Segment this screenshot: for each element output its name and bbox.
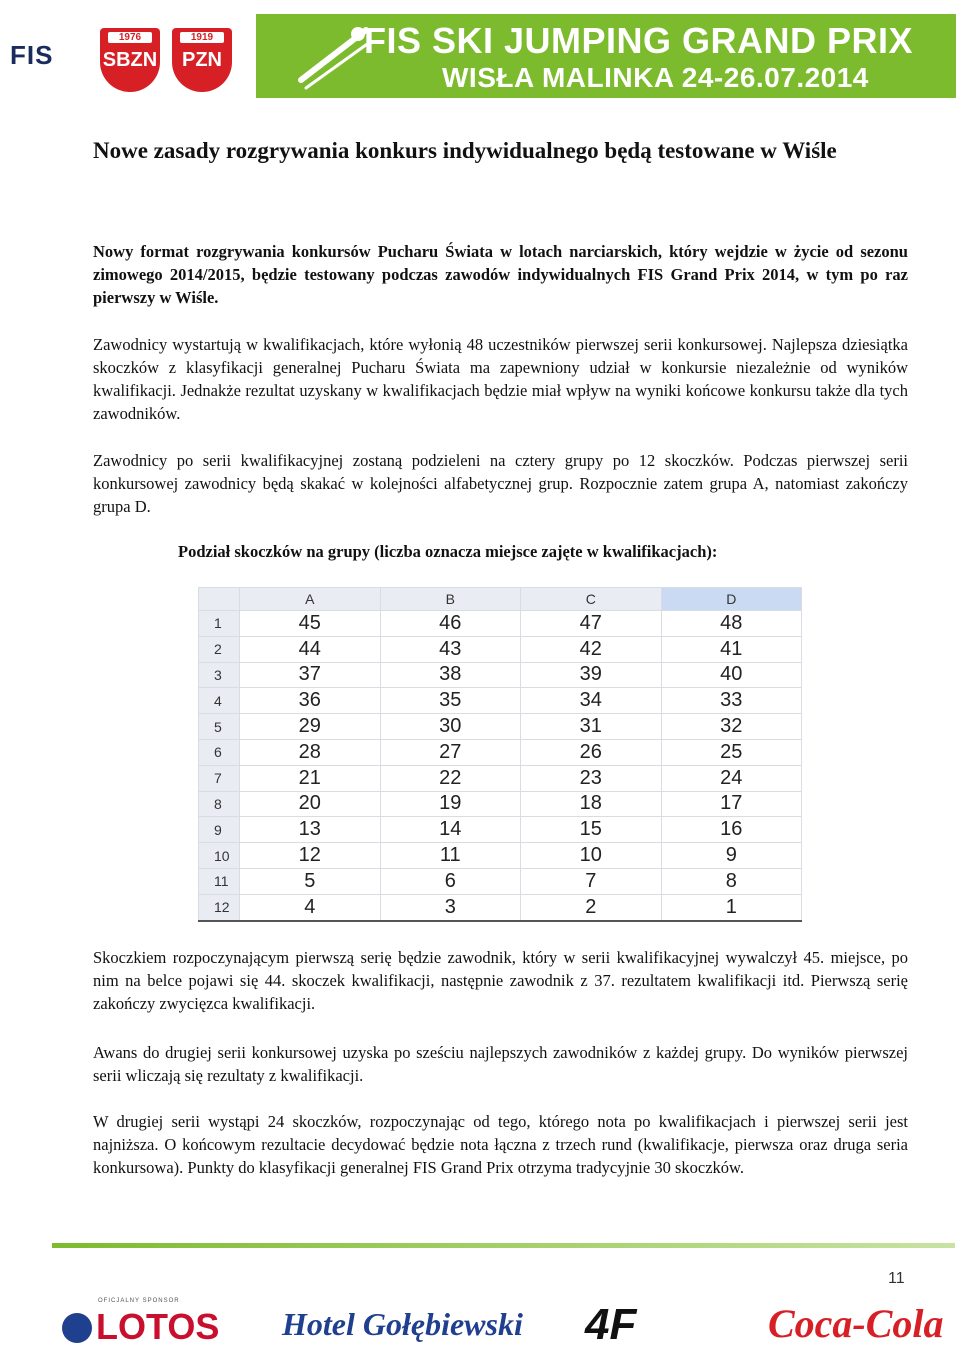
- row-number: 11: [199, 868, 240, 894]
- table-cell: 1: [661, 894, 802, 920]
- table-cell: 21: [240, 765, 381, 791]
- lotos-text: LOTOS: [96, 1306, 220, 1347]
- row-number: 1: [199, 611, 240, 637]
- table-cell: 28: [240, 739, 381, 765]
- table-cell: 22: [380, 765, 521, 791]
- table-cell: 47: [521, 611, 662, 637]
- table-cell: 16: [661, 817, 802, 843]
- table-cell: 25: [661, 739, 802, 765]
- table-cell: 20: [240, 791, 381, 817]
- table-cell: 42: [521, 636, 662, 662]
- table-row: [199, 765, 802, 791]
- table-row: [199, 688, 802, 714]
- table-cell: 48: [661, 611, 802, 637]
- table-cell: 3: [380, 894, 521, 920]
- table-cell: 31: [521, 714, 662, 740]
- paragraph-groups: Zawodnicy po serii kwalifikacyjnej zostaną podzieleni na cztery grupy po 12 skoczków. Podczas pierwszej serii konkursowej zawodnicy będą skakać w kolejności alfabetycznej grup. Rozpocznie zatem grupa A, natomiast zakończy grupa D.: [93, 451, 908, 516]
- row-number: 4: [199, 688, 240, 714]
- coca-cola-logo: Coca-Cola: [768, 1301, 944, 1346]
- banner-title: FIS SKI JUMPING GRAND PRIX: [364, 20, 914, 61]
- table-cell: 4: [240, 894, 381, 920]
- table-cell: 41: [661, 636, 802, 662]
- table-cell: 18: [521, 791, 662, 817]
- pzn-logo: [172, 28, 232, 92]
- table-cell: 45: [240, 611, 381, 637]
- row-number: 3: [199, 662, 240, 688]
- groups-table: [198, 587, 802, 922]
- table-cell: 33: [661, 688, 802, 714]
- table-row: [199, 714, 802, 740]
- table-cell: 36: [240, 688, 381, 714]
- column-header: D: [661, 588, 802, 611]
- table-row: [199, 791, 802, 817]
- footer-divider: [52, 1243, 955, 1248]
- table-cell: 7: [521, 868, 662, 894]
- row-number: 12: [199, 894, 240, 920]
- table-cell: 27: [380, 739, 521, 765]
- table-row: [199, 894, 802, 920]
- paragraph-qualification: Zawodnicy wystartują w kwalifikacjach, które wyłonią 48 uczestników pierwszej serii konkursowej. Najlepsza dziesiątka skoczków z klasyfikacji generalnej Pucharu Świata ma zapewniony udział w konkursie niezależnie od wyników kwalifikacji. Jednakże rezultat uzyskany w kwalifikacjach będzie miał wpływ na wyniki końcowe konkursu także dla tych zawodników.: [93, 335, 908, 423]
- column-header: B: [380, 588, 521, 611]
- table-row: [199, 843, 802, 869]
- table-cell: 12: [240, 843, 381, 869]
- table-cell: 39: [521, 662, 662, 688]
- table-row: [199, 611, 802, 637]
- pzn-name: PZN: [182, 49, 222, 71]
- paragraph-final: W drugiej serii wystąpi 24 skoczków, rozpoczynając od tego, którego nota po kwalifikacjach i pierwszej serii jest najniższa. O końcowym rezultacie decydować będzie nota łączna z trzech rund (kwalifikacje, pierwsza oraz druga seria konkursowa). Punkty do klasyfikacji generalnej FIS Grand Prix otrzyma tradycyjnie 30 skoczków.: [93, 1112, 908, 1177]
- intro-paragraph: Nowy format rozgrywania konkursów Pucharu Świata w lotach narciarskich, który wejdzie w życie od sezonu zimowego 2014/2015, będzie testowany podczas zawodów indywidualnych FIS Grand Prix 2014, w tym po raz pierwszy w Wiśle.: [93, 242, 908, 307]
- table-cell: 5: [240, 868, 381, 894]
- table-cell: 40: [661, 662, 802, 688]
- table-cell: 10: [521, 843, 662, 869]
- page-header: [0, 0, 960, 110]
- table-cell: 19: [380, 791, 521, 817]
- hotel-golebiewski-logo: Hotel Gołębiewski: [282, 1306, 523, 1342]
- table-cell: 26: [521, 739, 662, 765]
- paragraph-start-order: Skoczkiem rozpoczynającym pierwszą serię będzie zawodnik, który w serii kwalifikacyjnej wywalczył 45. miejsce, po nim na belce pojawi się 44. skoczek kwalifikacji, następnie zawodnik z 37. rezultatem kwalifikacji itd. Pierwszą serię zakończy zwycięzca kwalifikacji.: [93, 948, 908, 1013]
- table-cell: 37: [240, 662, 381, 688]
- table-cell: 30: [380, 714, 521, 740]
- table-cell: 38: [380, 662, 521, 688]
- row-number: 8: [199, 791, 240, 817]
- lotos-logo: [62, 1306, 219, 1348]
- 4f-logo: 4F: [585, 1300, 637, 1349]
- table-cell: 15: [521, 817, 662, 843]
- row-number: 7: [199, 765, 240, 791]
- pzn-year: 1919: [180, 32, 224, 43]
- table-cell: 23: [521, 765, 662, 791]
- page-number: 11: [888, 1270, 905, 1287]
- event-banner: [256, 14, 956, 98]
- sbzn-name: SBZN: [102, 49, 158, 71]
- table-cell: 35: [380, 688, 521, 714]
- table-cell: 2: [521, 894, 662, 920]
- column-header: C: [521, 588, 662, 611]
- table-cell: 13: [240, 817, 381, 843]
- sponsor-note: OFICJALNY SPONSOR: [98, 1298, 180, 1304]
- table-row: [199, 868, 802, 894]
- sbzn-year: 1976: [108, 32, 152, 43]
- table-cell: 9: [661, 843, 802, 869]
- row-number: 9: [199, 817, 240, 843]
- fis-logo: FIS: [10, 40, 54, 70]
- table-cell: 11: [380, 843, 521, 869]
- row-number: 10: [199, 843, 240, 869]
- table-heading: Podział skoczków na grupy (liczba oznacza miejsce zajęte w kwalifikacjach):: [178, 542, 718, 561]
- table-cell: 6: [380, 868, 521, 894]
- table-cell: 34: [521, 688, 662, 714]
- row-number: 5: [199, 714, 240, 740]
- table-cell: 14: [380, 817, 521, 843]
- table-cell: 8: [661, 868, 802, 894]
- table-cell: 24: [661, 765, 802, 791]
- table-row: [199, 636, 802, 662]
- paragraph-second-round: Awans do drugiej serii konkursowej uzyska po sześciu najlepszych zawodników z każdej grupy. Do wyników pierwszej serii wliczają się rezultaty z kwalifikacji.: [93, 1043, 908, 1085]
- corner-cell: [199, 588, 240, 611]
- table-cell: 43: [380, 636, 521, 662]
- table-cell: 44: [240, 636, 381, 662]
- row-number: 6: [199, 739, 240, 765]
- table-cell: 17: [661, 791, 802, 817]
- table-row: [199, 662, 802, 688]
- row-number: 2: [199, 636, 240, 662]
- lotos-mark-icon: [62, 1313, 92, 1343]
- table-cell: 29: [240, 714, 381, 740]
- table-row: [199, 817, 802, 843]
- banner-subtitle: WISŁA MALINKA 24-26.07.2014: [442, 62, 869, 93]
- page-title: Nowe zasady rozgrywania konkurs indywidualnego będą testowane w Wiśle: [93, 138, 837, 163]
- sbzn-logo: [100, 28, 160, 92]
- column-header: A: [240, 588, 381, 611]
- table-cell: 32: [661, 714, 802, 740]
- table-row: [199, 739, 802, 765]
- table-cell: 46: [380, 611, 521, 637]
- table-header-row: [199, 588, 802, 611]
